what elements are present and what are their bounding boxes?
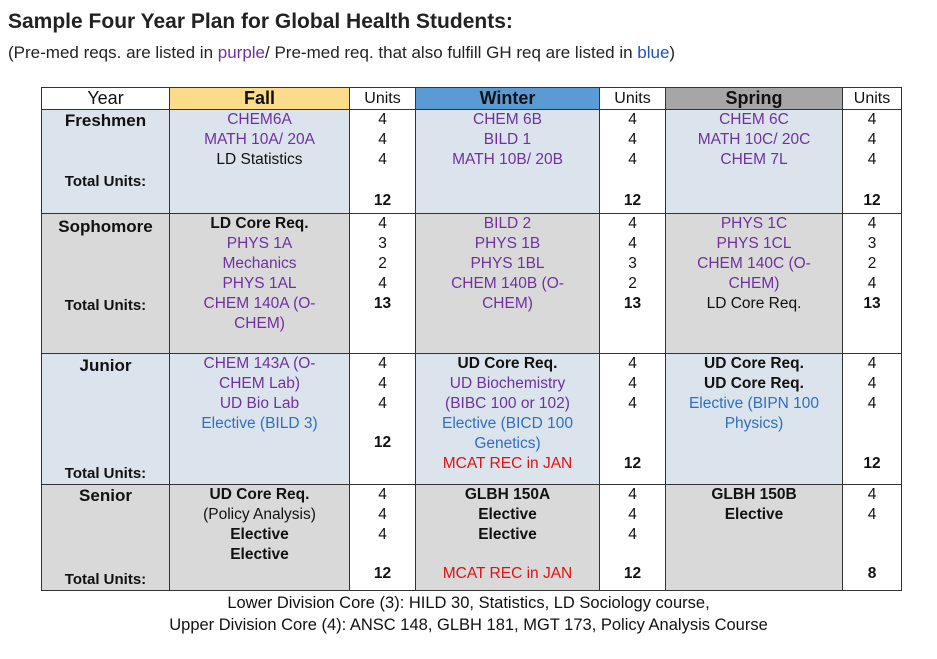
units: 4 (378, 375, 387, 392)
course: Elective (478, 526, 537, 543)
freshmen-row (42, 110, 902, 214)
units: 4 (378, 506, 387, 523)
units-total: 12 (623, 565, 642, 582)
junior-spring-units (843, 354, 902, 485)
junior-winter-cell (416, 354, 600, 485)
units: 4 (628, 111, 637, 128)
units: 2 (378, 255, 387, 272)
course: Elective (BIPN 100 (688, 395, 820, 412)
footer-upper-division: Upper Division Core (4): ANSC 148, GLBH 181, MGT 173, Policy Analysis Course (169, 616, 768, 634)
course: CHEM 140A (O- (203, 295, 316, 312)
senior-spring-units (843, 485, 902, 591)
course: PHYS 1A (226, 235, 293, 252)
subtitle-part1: (Pre-med reqs. are listed in (8, 43, 218, 62)
course: Elective (478, 506, 537, 523)
freshmen-label: Freshmen (64, 111, 147, 130)
units: 4 (628, 395, 637, 412)
units-total: 8 (867, 565, 877, 582)
senior-fall-units (350, 485, 416, 591)
units: 3 (378, 235, 387, 252)
subtitle-blue-word: blue (637, 43, 670, 62)
junior-year-cell (42, 354, 170, 485)
senior-year-cell (42, 485, 170, 591)
course: CHEM) (728, 275, 780, 292)
course: Elective (230, 546, 289, 563)
units: 3 (867, 235, 877, 252)
course: CHEM 6C (719, 111, 789, 128)
sophomore-label: Sophomore (58, 217, 153, 236)
course: CHEM 7L (720, 151, 788, 168)
course: LD Core Req. (210, 215, 309, 232)
course: Elective (BILD 3) (201, 415, 318, 432)
units-total: 12 (863, 455, 881, 472)
course: Elective (230, 526, 289, 543)
sophomore-spring-units (843, 214, 902, 354)
course: UD Core Req. (457, 355, 558, 372)
course: UD Core Req. (209, 486, 310, 503)
senior-winter-cell (416, 485, 600, 591)
units-total: 13 (623, 295, 642, 312)
freshmen-year-cell (42, 110, 170, 214)
units-total: 13 (863, 295, 881, 312)
course: (BIBC 100 or 102) (445, 395, 570, 412)
four-year-plan-table (41, 87, 902, 591)
sophomore-winter-cell (416, 214, 600, 354)
units: 4 (628, 215, 637, 232)
course: PHYS 1CL (716, 235, 792, 252)
sophomore-year-cell (42, 214, 170, 354)
units-total: 12 (623, 455, 642, 472)
freshmen-winter-units (600, 110, 666, 214)
junior-fall-units (350, 354, 416, 485)
header-spring-units: Units (843, 88, 902, 110)
mcat-note: MCAT REC in JAN (442, 565, 573, 582)
senior-fall-cell (170, 485, 350, 591)
subtitle-purple-word: purple (217, 43, 266, 62)
senior-spring-cell (666, 485, 843, 591)
course: Elective (BICD 100 (442, 415, 573, 432)
course: CHEM 6B (473, 111, 542, 128)
units: 4 (378, 131, 387, 148)
units: 4 (378, 526, 387, 543)
course: PHYS 1AL (222, 275, 297, 292)
course: UD Core Req. (704, 375, 804, 392)
units: 4 (378, 215, 387, 232)
units: 2 (867, 255, 877, 272)
units: 4 (378, 355, 387, 372)
units: 4 (628, 131, 637, 148)
page-subtitle (8, 43, 675, 63)
footer-lower-division: Lower Division Core (3): HILD 30, Statistics, LD Sociology course, (227, 594, 710, 612)
senior-winter-units (600, 485, 666, 591)
units: 4 (867, 506, 877, 523)
course: CHEM 140B (O- (451, 275, 564, 292)
units: 2 (628, 275, 637, 292)
units: 4 (867, 395, 877, 412)
units-total: 12 (863, 192, 881, 209)
units: 4 (628, 235, 637, 252)
page-title: Sample Four Year Plan for Global Health Students: (8, 10, 513, 33)
header-winter-units: Units (600, 88, 666, 110)
mcat-note: MCAT REC in JAN (442, 455, 573, 472)
course: MATH 10B/ 20B (452, 151, 563, 168)
freshmen-total-label: Total Units: (64, 173, 147, 190)
course: MATH 10C/ 20C (697, 131, 811, 148)
course: Genetics) (474, 435, 541, 452)
senior-label: Senior (79, 486, 132, 505)
freshmen-fall-cell (170, 110, 350, 214)
sophomore-total-label: Total Units: (64, 297, 147, 314)
course: Physics) (724, 415, 784, 432)
course: GLBH 150A (464, 486, 551, 503)
junior-row (42, 354, 902, 485)
sophomore-fall-cell (170, 214, 350, 354)
units-total: 12 (373, 565, 392, 582)
sophomore-row (42, 214, 902, 354)
course: CHEM Lab) (219, 375, 300, 392)
units: 4 (378, 151, 387, 168)
junior-total-label: Total Units: (64, 465, 147, 482)
units: 4 (867, 486, 877, 503)
units-total: 12 (623, 192, 642, 209)
senior-row (42, 485, 902, 591)
senior-total-label: Total Units: (64, 571, 147, 588)
junior-fall-cell (170, 354, 350, 485)
course: BILD 1 (483, 131, 532, 148)
freshmen-spring-cell (666, 110, 843, 214)
course: (Policy Analysis) (203, 506, 316, 523)
units-total: 12 (373, 192, 392, 209)
course: CHEM6A (227, 111, 292, 128)
units-total: 13 (373, 295, 392, 312)
course: PHYS 1BL (470, 255, 545, 272)
course: UD Biochemistry (449, 375, 566, 392)
units: 3 (628, 255, 637, 272)
units: 4 (867, 151, 877, 168)
sophomore-spring-cell (666, 214, 843, 354)
units: 4 (867, 355, 877, 372)
units: 4 (867, 131, 877, 148)
course: Elective (724, 506, 784, 523)
junior-label: Junior (79, 356, 132, 375)
subtitle-part3: ) (669, 43, 676, 62)
course: BILD 2 (483, 215, 532, 232)
header-fall: Fall (170, 88, 350, 110)
course: CHEM) (482, 295, 533, 312)
units: 4 (867, 375, 877, 392)
units: 4 (628, 486, 637, 503)
course: Mechanics (222, 255, 297, 272)
course: UD Bio Lab (219, 395, 300, 412)
course: UD Core Req. (704, 355, 804, 372)
course: MATH 10A/ 20A (204, 131, 315, 148)
units-total: 12 (373, 434, 392, 451)
units: 4 (867, 275, 877, 292)
course: LD Core Req. (706, 295, 802, 312)
units: 4 (628, 506, 637, 523)
sophomore-fall-units (350, 214, 416, 354)
header-year: Year (42, 88, 170, 110)
junior-spring-cell (666, 354, 843, 485)
units: 4 (378, 486, 387, 503)
course: CHEM 143A (O- (203, 355, 316, 372)
units: 4 (628, 375, 637, 392)
header-spring: Spring (666, 88, 843, 110)
units: 4 (628, 355, 637, 372)
course: CHEM 140C (O- (697, 255, 811, 272)
course: PHYS 1C (720, 215, 788, 232)
units: 4 (628, 151, 637, 168)
freshmen-fall-units (350, 110, 416, 214)
freshmen-winter-cell (416, 110, 600, 214)
course: PHYS 1B (474, 235, 541, 252)
course: GLBH 150B (711, 486, 797, 503)
sophomore-winter-units (600, 214, 666, 354)
table-header-row (42, 88, 902, 110)
header-winter: Winter (416, 88, 600, 110)
course: LD Statistics (216, 151, 303, 168)
units: 4 (867, 111, 877, 128)
course: CHEM) (234, 315, 285, 332)
units: 4 (378, 111, 387, 128)
header-fall-units: Units (350, 88, 416, 110)
units: 4 (867, 215, 877, 232)
units: 4 (378, 395, 387, 412)
units: 4 (628, 526, 637, 543)
junior-winter-units (600, 354, 666, 485)
freshmen-spring-units (843, 110, 902, 214)
units: 4 (378, 275, 387, 292)
subtitle-part2: / Pre-med req. that also fulfill GH req are listed in (265, 43, 638, 62)
